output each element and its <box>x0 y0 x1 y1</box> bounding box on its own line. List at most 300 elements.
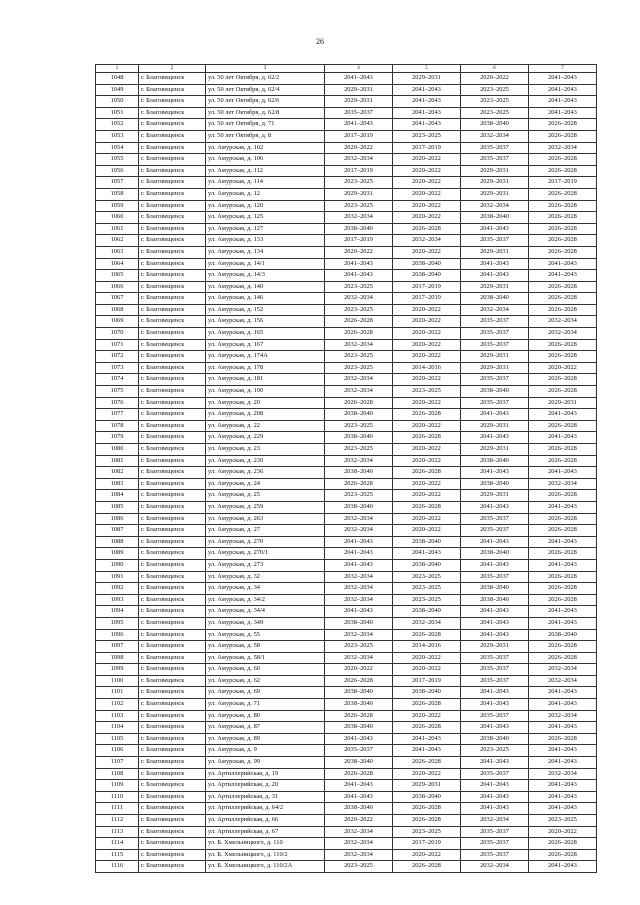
row-number-cell: 1095 <box>96 617 139 629</box>
period-cell-5: 2023–2025 <box>393 594 461 606</box>
period-cell-6: 2041–2043 <box>461 432 529 444</box>
period-cell-6: 2038–2040 <box>461 733 529 745</box>
period-cell-6: 2023–2025 <box>461 84 529 96</box>
address-cell: ул. Амурская, д. 208 <box>206 409 325 421</box>
period-cell-7: 2032–2034 <box>529 328 597 340</box>
period-cell-6: 2032–2034 <box>461 304 529 316</box>
city-cell: г. Благовещенск <box>139 501 206 513</box>
table-row <box>96 548 597 560</box>
row-number-cell: 1114 <box>96 838 139 850</box>
address-cell: ул. 50 лет Октября, д. 62/4 <box>206 84 325 96</box>
period-cell-5: 2026–2028 <box>393 629 461 641</box>
period-cell-7: 2017–2019 <box>529 177 597 189</box>
period-cell-4: 2035–2037 <box>325 745 393 757</box>
period-cell-4: 2026–2028 <box>325 328 393 340</box>
row-number-cell: 1103 <box>96 710 139 722</box>
table-row <box>96 733 597 745</box>
address-cell: ул. Амурская, д. 24 <box>206 478 325 490</box>
city-cell: г. Благовещенск <box>139 652 206 664</box>
address-cell: ул. Амурская, д. 60 <box>206 664 325 676</box>
header-col-5: 5 <box>393 65 461 73</box>
address-cell: ул. Амурская, д. 181 <box>206 374 325 386</box>
period-cell-6: 2035–2037 <box>461 571 529 583</box>
period-cell-4: 2032–2034 <box>325 583 393 595</box>
table-row <box>96 374 597 386</box>
period-cell-7: 2038–2040 <box>529 629 597 641</box>
period-cell-4: 2032–2034 <box>325 849 393 861</box>
period-cell-4: 2029–2031 <box>325 188 393 200</box>
period-cell-6: 2038–2040 <box>461 478 529 490</box>
city-cell: г. Благовещенск <box>139 757 206 769</box>
table-row <box>96 246 597 258</box>
address-cell: ул. Амурская, д. 87 <box>206 722 325 734</box>
period-cell-7: 2032–2034 <box>529 478 597 490</box>
address-cell: ул. 50 лет Октября, д. 62/2 <box>206 73 325 85</box>
table-header <box>96 65 597 73</box>
period-cell-5: 2038–2040 <box>393 606 461 618</box>
period-cell-4: 2032–2034 <box>325 571 393 583</box>
row-number-cell: 1072 <box>96 351 139 363</box>
period-cell-4: 2023–2025 <box>325 362 393 374</box>
period-cell-4: 2020–2022 <box>325 664 393 676</box>
city-cell: г. Благовещенск <box>139 420 206 432</box>
period-cell-7: 2041–2043 <box>529 258 597 270</box>
period-cell-5: 2020–2022 <box>393 490 461 502</box>
address-cell: ул. Амурская, д. 25 <box>206 490 325 502</box>
period-cell-5: 2041–2043 <box>393 107 461 119</box>
period-cell-4: 2038–2040 <box>325 687 393 699</box>
table-row <box>96 420 597 432</box>
period-cell-4: 2038–2040 <box>325 617 393 629</box>
period-cell-4: 2023–2025 <box>325 281 393 293</box>
period-cell-6: 2029–2031 <box>461 351 529 363</box>
period-cell-4: 2038–2040 <box>325 722 393 734</box>
period-cell-5: 2020–2022 <box>393 525 461 537</box>
address-cell: ул. Амурская, д. 152 <box>206 304 325 316</box>
period-cell-5: 2017–2019 <box>393 293 461 305</box>
period-cell-4: 2041–2043 <box>325 119 393 131</box>
row-number-cell: 1051 <box>96 107 139 119</box>
period-cell-7: 2026–2028 <box>529 641 597 653</box>
address-cell: ул. Амурская, д. 229 <box>206 432 325 444</box>
city-cell: г. Благовещенск <box>139 455 206 467</box>
period-cell-6: 2038–2040 <box>461 583 529 595</box>
address-cell: ул. Амурская, д. 263 <box>206 513 325 525</box>
address-cell: ул. Амурская, д. 190 <box>206 386 325 398</box>
period-cell-7: 2041–2043 <box>529 861 597 873</box>
city-cell: г. Благовещенск <box>139 710 206 722</box>
period-cell-6: 2023–2025 <box>461 745 529 757</box>
table-row <box>96 525 597 537</box>
table-row <box>96 594 597 606</box>
table-row <box>96 73 597 85</box>
period-cell-5: 2026–2028 <box>393 757 461 769</box>
address-cell: ул. Амурская, д. 178 <box>206 362 325 374</box>
period-cell-7: 2041–2043 <box>529 107 597 119</box>
table-row <box>96 293 597 305</box>
address-cell: ул. Амурская, д. 270 <box>206 536 325 548</box>
period-cell-5: 2026–2028 <box>393 223 461 235</box>
period-cell-4: 2026–2028 <box>325 768 393 780</box>
table-row <box>96 861 597 873</box>
row-number-cell: 1115 <box>96 849 139 861</box>
table-row <box>96 444 597 456</box>
period-cell-7: 2026–2028 <box>529 281 597 293</box>
period-cell-4: 2023–2025 <box>325 641 393 653</box>
period-cell-7: 2032–2034 <box>529 710 597 722</box>
period-cell-5: 2020–2022 <box>393 351 461 363</box>
address-cell: ул. Амурская, д. 349 <box>206 617 325 629</box>
city-cell: г. Благовещенск <box>139 838 206 850</box>
period-cell-5: 2026–2028 <box>393 467 461 479</box>
table-row <box>96 96 597 108</box>
address-cell: ул. Амурская, д. 99 <box>206 757 325 769</box>
period-cell-4: 2032–2034 <box>325 154 393 166</box>
period-cell-5: 2038–2040 <box>393 270 461 282</box>
city-cell: г. Благовещенск <box>139 444 206 456</box>
row-number-cell: 1063 <box>96 246 139 258</box>
address-cell: ул. Артиллерийская, д. 66 <box>206 815 325 827</box>
period-cell-5: 2026–2028 <box>393 722 461 734</box>
row-number-cell: 1061 <box>96 223 139 235</box>
period-cell-4: 2041–2043 <box>325 270 393 282</box>
address-cell: ул. Артиллерийская, д. 67 <box>206 826 325 838</box>
city-cell: г. Благовещенск <box>139 791 206 803</box>
address-cell: ул. Амурская, д. 58/1 <box>206 652 325 664</box>
city-cell: г. Благовещенск <box>139 606 206 618</box>
row-number-cell: 1105 <box>96 733 139 745</box>
city-cell: г. Благовещенск <box>139 304 206 316</box>
period-cell-6: 2035–2037 <box>461 235 529 247</box>
period-cell-6: 2041–2043 <box>461 501 529 513</box>
period-cell-7: 2026–2028 <box>529 165 597 177</box>
period-cell-5: 2020–2022 <box>393 664 461 676</box>
period-cell-6: 2029–2031 <box>461 641 529 653</box>
period-cell-4: 2041–2043 <box>325 73 393 85</box>
city-cell: г. Благовещенск <box>139 525 206 537</box>
city-cell: г. Благовещенск <box>139 861 206 873</box>
period-cell-6: 2029–2031 <box>461 281 529 293</box>
period-cell-5: 2026–2028 <box>393 432 461 444</box>
period-cell-7: 2026–2028 <box>529 838 597 850</box>
city-cell: г. Благовещенск <box>139 641 206 653</box>
period-cell-6: 2035–2037 <box>461 397 529 409</box>
period-cell-4: 2038–2040 <box>325 501 393 513</box>
period-cell-6: 2041–2043 <box>461 757 529 769</box>
row-number-cell: 1068 <box>96 304 139 316</box>
period-cell-6: 2032–2034 <box>461 861 529 873</box>
header-row <box>96 65 597 73</box>
city-cell: г. Благовещенск <box>139 815 206 827</box>
period-cell-7: 2041–2043 <box>529 757 597 769</box>
row-number-cell: 1067 <box>96 293 139 305</box>
period-cell-5: 2014–2016 <box>393 641 461 653</box>
period-cell-6: 2041–2043 <box>461 409 529 421</box>
period-cell-6: 2035–2037 <box>461 525 529 537</box>
period-cell-4: 2017–2019 <box>325 165 393 177</box>
period-cell-5: 2026–2028 <box>393 501 461 513</box>
period-cell-4: 2038–2040 <box>325 803 393 815</box>
table-row <box>96 409 597 421</box>
address-cell: ул. Амурская, д. 14/1 <box>206 258 325 270</box>
period-cell-5: 2026–2028 <box>393 803 461 815</box>
period-cell-5: 2038–2040 <box>393 791 461 803</box>
period-cell-5: 2017–2019 <box>393 838 461 850</box>
period-cell-6: 2035–2037 <box>461 710 529 722</box>
table-row <box>96 142 597 154</box>
row-number-cell: 1053 <box>96 130 139 142</box>
period-cell-7: 2026–2028 <box>529 351 597 363</box>
city-cell: г. Благовещенск <box>139 130 206 142</box>
period-cell-6: 2041–2043 <box>461 687 529 699</box>
row-number-cell: 1066 <box>96 281 139 293</box>
period-cell-6: 2038–2040 <box>461 548 529 560</box>
period-cell-7: 2026–2028 <box>529 386 597 398</box>
row-number-cell: 1056 <box>96 165 139 177</box>
period-cell-5: 2020–2022 <box>393 768 461 780</box>
address-cell: ул. Амурская, д. 102 <box>206 142 325 154</box>
period-cell-7: 2026–2028 <box>529 652 597 664</box>
period-cell-5: 2020–2022 <box>393 200 461 212</box>
period-cell-4: 2023–2025 <box>325 861 393 873</box>
address-cell: ул. Артиллерийская, д. 19 <box>206 768 325 780</box>
city-cell: г. Благовещенск <box>139 687 206 699</box>
city-cell: г. Благовещенск <box>139 84 206 96</box>
period-cell-5: 2038–2040 <box>393 536 461 548</box>
table-row <box>96 467 597 479</box>
row-number-cell: 1058 <box>96 188 139 200</box>
city-cell: г. Благовещенск <box>139 235 206 247</box>
table-row <box>96 745 597 757</box>
row-number-cell: 1088 <box>96 536 139 548</box>
period-cell-7: 2026–2028 <box>529 235 597 247</box>
city-cell: г. Благовещенск <box>139 664 206 676</box>
row-number-cell: 1108 <box>96 768 139 780</box>
period-cell-7: 2026–2028 <box>529 212 597 224</box>
period-cell-6: 2041–2043 <box>461 606 529 618</box>
address-cell: ул. Б. Хмельницкого, д. 110 <box>206 838 325 850</box>
period-cell-7: 2041–2043 <box>529 791 597 803</box>
period-cell-7: 2032–2034 <box>529 664 597 676</box>
period-cell-7: 2026–2028 <box>529 200 597 212</box>
address-cell: ул. Амурская, д. 156 <box>206 316 325 328</box>
city-cell: г. Благовещенск <box>139 96 206 108</box>
period-cell-6: 2032–2034 <box>461 815 529 827</box>
address-cell: ул. Амурская, д. 112 <box>206 165 325 177</box>
period-cell-7: 2041–2043 <box>529 270 597 282</box>
table-row <box>96 235 597 247</box>
city-cell: г. Благовещенск <box>139 722 206 734</box>
period-cell-7: 2041–2043 <box>529 432 597 444</box>
period-cell-4: 2026–2028 <box>325 675 393 687</box>
row-number-cell: 1052 <box>96 119 139 131</box>
city-cell: г. Благовещенск <box>139 490 206 502</box>
header-col-7: 7 <box>529 65 597 73</box>
city-cell: г. Благовещенск <box>139 212 206 224</box>
period-cell-7: 2026–2028 <box>529 188 597 200</box>
city-cell: г. Благовещенск <box>139 328 206 340</box>
table-row <box>96 629 597 641</box>
period-cell-5: 2041–2043 <box>393 733 461 745</box>
city-cell: г. Благовещенск <box>139 316 206 328</box>
city-cell: г. Благовещенск <box>139 270 206 282</box>
table-row <box>96 641 597 653</box>
period-cell-6: 2035–2037 <box>461 838 529 850</box>
row-number-cell: 1101 <box>96 687 139 699</box>
row-number-cell: 1086 <box>96 513 139 525</box>
period-cell-7: 2041–2043 <box>529 722 597 734</box>
row-number-cell: 1102 <box>96 699 139 711</box>
table-row <box>96 258 597 270</box>
row-number-cell: 1055 <box>96 154 139 166</box>
period-cell-7: 2026–2028 <box>529 733 597 745</box>
period-cell-7: 2026–2028 <box>529 490 597 502</box>
table-row <box>96 316 597 328</box>
table-row <box>96 699 597 711</box>
period-cell-7: 2026–2028 <box>529 119 597 131</box>
period-cell-5: 2029–2031 <box>393 73 461 85</box>
row-number-cell: 1062 <box>96 235 139 247</box>
table-row <box>96 536 597 548</box>
period-cell-4: 2026–2028 <box>325 316 393 328</box>
period-cell-6: 2023–2025 <box>461 107 529 119</box>
period-cell-7: 2023–2025 <box>529 815 597 827</box>
period-cell-4: 2023–2025 <box>325 351 393 363</box>
period-cell-4: 2041–2043 <box>325 791 393 803</box>
period-cell-6: 2035–2037 <box>461 154 529 166</box>
period-cell-7: 2026–2028 <box>529 548 597 560</box>
address-cell: ул. Амурская, д. 270/1 <box>206 548 325 560</box>
table-row <box>96 513 597 525</box>
address-cell: ул. Амурская, д. 80 <box>206 710 325 722</box>
address-cell: ул. Амурская, д. 27 <box>206 525 325 537</box>
period-cell-4: 2041–2043 <box>325 536 393 548</box>
address-cell: ул. Амурская, д. 174А <box>206 351 325 363</box>
address-cell: ул. Амурская, д. 120 <box>206 200 325 212</box>
period-cell-7: 2041–2043 <box>529 536 597 548</box>
period-cell-6: 2029–2031 <box>461 420 529 432</box>
period-cell-5: 2041–2043 <box>393 119 461 131</box>
city-cell: г. Благовещенск <box>139 362 206 374</box>
row-number-cell: 1091 <box>96 571 139 583</box>
period-cell-4: 2038–2040 <box>325 467 393 479</box>
period-cell-5: 2020–2022 <box>393 165 461 177</box>
period-cell-6: 2029–2031 <box>461 362 529 374</box>
period-cell-5: 2038–2040 <box>393 559 461 571</box>
period-cell-5: 2020–2022 <box>393 316 461 328</box>
table-row <box>96 652 597 664</box>
period-cell-7: 2026–2028 <box>529 583 597 595</box>
table-row <box>96 583 597 595</box>
table-row <box>96 397 597 409</box>
city-cell: г. Благовещенск <box>139 223 206 235</box>
address-cell: ул. Амурская, д. 34/2 <box>206 594 325 606</box>
period-cell-7: 2032–2034 <box>529 316 597 328</box>
period-cell-6: 2041–2043 <box>461 699 529 711</box>
period-cell-5: 2026–2028 <box>393 409 461 421</box>
header-col-3: 3 <box>206 65 325 73</box>
table-row <box>96 501 597 513</box>
table-row <box>96 270 597 282</box>
row-number-cell: 1077 <box>96 409 139 421</box>
period-cell-4: 2032–2034 <box>325 629 393 641</box>
city-cell: г. Благовещенск <box>139 803 206 815</box>
address-cell: ул. Амурская, д. 134 <box>206 246 325 258</box>
period-cell-5: 2020–2022 <box>393 177 461 189</box>
address-cell: ул. Амурская, д. 273 <box>206 559 325 571</box>
period-cell-5: 2023–2025 <box>393 826 461 838</box>
period-cell-6: 2038–2040 <box>461 594 529 606</box>
period-cell-6: 2035–2037 <box>461 316 529 328</box>
period-cell-7: 2041–2043 <box>529 501 597 513</box>
period-cell-6: 2041–2043 <box>461 270 529 282</box>
row-number-cell: 1048 <box>96 73 139 85</box>
address-cell: ул. Амурская, д. 89 <box>206 733 325 745</box>
period-cell-5: 2038–2040 <box>393 258 461 270</box>
period-cell-5: 2020–2022 <box>393 455 461 467</box>
table-row <box>96 432 597 444</box>
row-number-cell: 1073 <box>96 362 139 374</box>
period-cell-7: 2026–2028 <box>529 223 597 235</box>
period-cell-6: 2038–2040 <box>461 386 529 398</box>
row-number-cell: 1084 <box>96 490 139 502</box>
address-cell: ул. Амурская, д. 125 <box>206 212 325 224</box>
address-cell: ул. Амурская, д. 133 <box>206 235 325 247</box>
table-row <box>96 664 597 676</box>
row-number-cell: 1054 <box>96 142 139 154</box>
table-row <box>96 757 597 769</box>
city-cell: г. Благовещенск <box>139 768 206 780</box>
table-row <box>96 849 597 861</box>
city-cell: г. Благовещенск <box>139 849 206 861</box>
period-cell-7: 2026–2028 <box>529 420 597 432</box>
address-cell: ул. 50 лет Октября, д. 62/6 <box>206 96 325 108</box>
period-cell-7: 2041–2043 <box>529 96 597 108</box>
address-cell: ул. Амурская, д. 114 <box>206 177 325 189</box>
city-cell: г. Благовещенск <box>139 281 206 293</box>
period-cell-6: 2041–2043 <box>461 803 529 815</box>
city-cell: г. Благовещенск <box>139 119 206 131</box>
period-cell-6: 2041–2043 <box>461 722 529 734</box>
period-cell-6: 2035–2037 <box>461 664 529 676</box>
period-cell-7: 2026–2028 <box>529 246 597 258</box>
period-cell-6: 2041–2043 <box>461 258 529 270</box>
period-cell-5: 2032–2034 <box>393 235 461 247</box>
period-cell-4: 2032–2034 <box>325 339 393 351</box>
period-cell-5: 2020–2022 <box>393 374 461 386</box>
address-cell: ул. Амурская, д. 34 <box>206 583 325 595</box>
table-row <box>96 803 597 815</box>
period-cell-6: 2035–2037 <box>461 328 529 340</box>
period-cell-7: 2041–2043 <box>529 699 597 711</box>
period-cell-6: 2029–2031 <box>461 165 529 177</box>
table-row <box>96 559 597 571</box>
table-row <box>96 188 597 200</box>
period-cell-5: 2020–2022 <box>393 710 461 722</box>
table-row <box>96 490 597 502</box>
city-cell: г. Благовещенск <box>139 293 206 305</box>
row-number-cell: 1092 <box>96 583 139 595</box>
address-cell: ул. Амурская, д. 230 <box>206 455 325 467</box>
row-number-cell: 1098 <box>96 652 139 664</box>
period-cell-4: 2032–2034 <box>325 594 393 606</box>
period-cell-5: 2041–2043 <box>393 84 461 96</box>
address-cell: ул. Амурская, д. 14/3 <box>206 270 325 282</box>
table-row <box>96 815 597 827</box>
period-cell-5: 2038–2040 <box>393 687 461 699</box>
period-cell-7: 2029–2031 <box>529 397 597 409</box>
period-cell-4: 2041–2043 <box>325 548 393 560</box>
